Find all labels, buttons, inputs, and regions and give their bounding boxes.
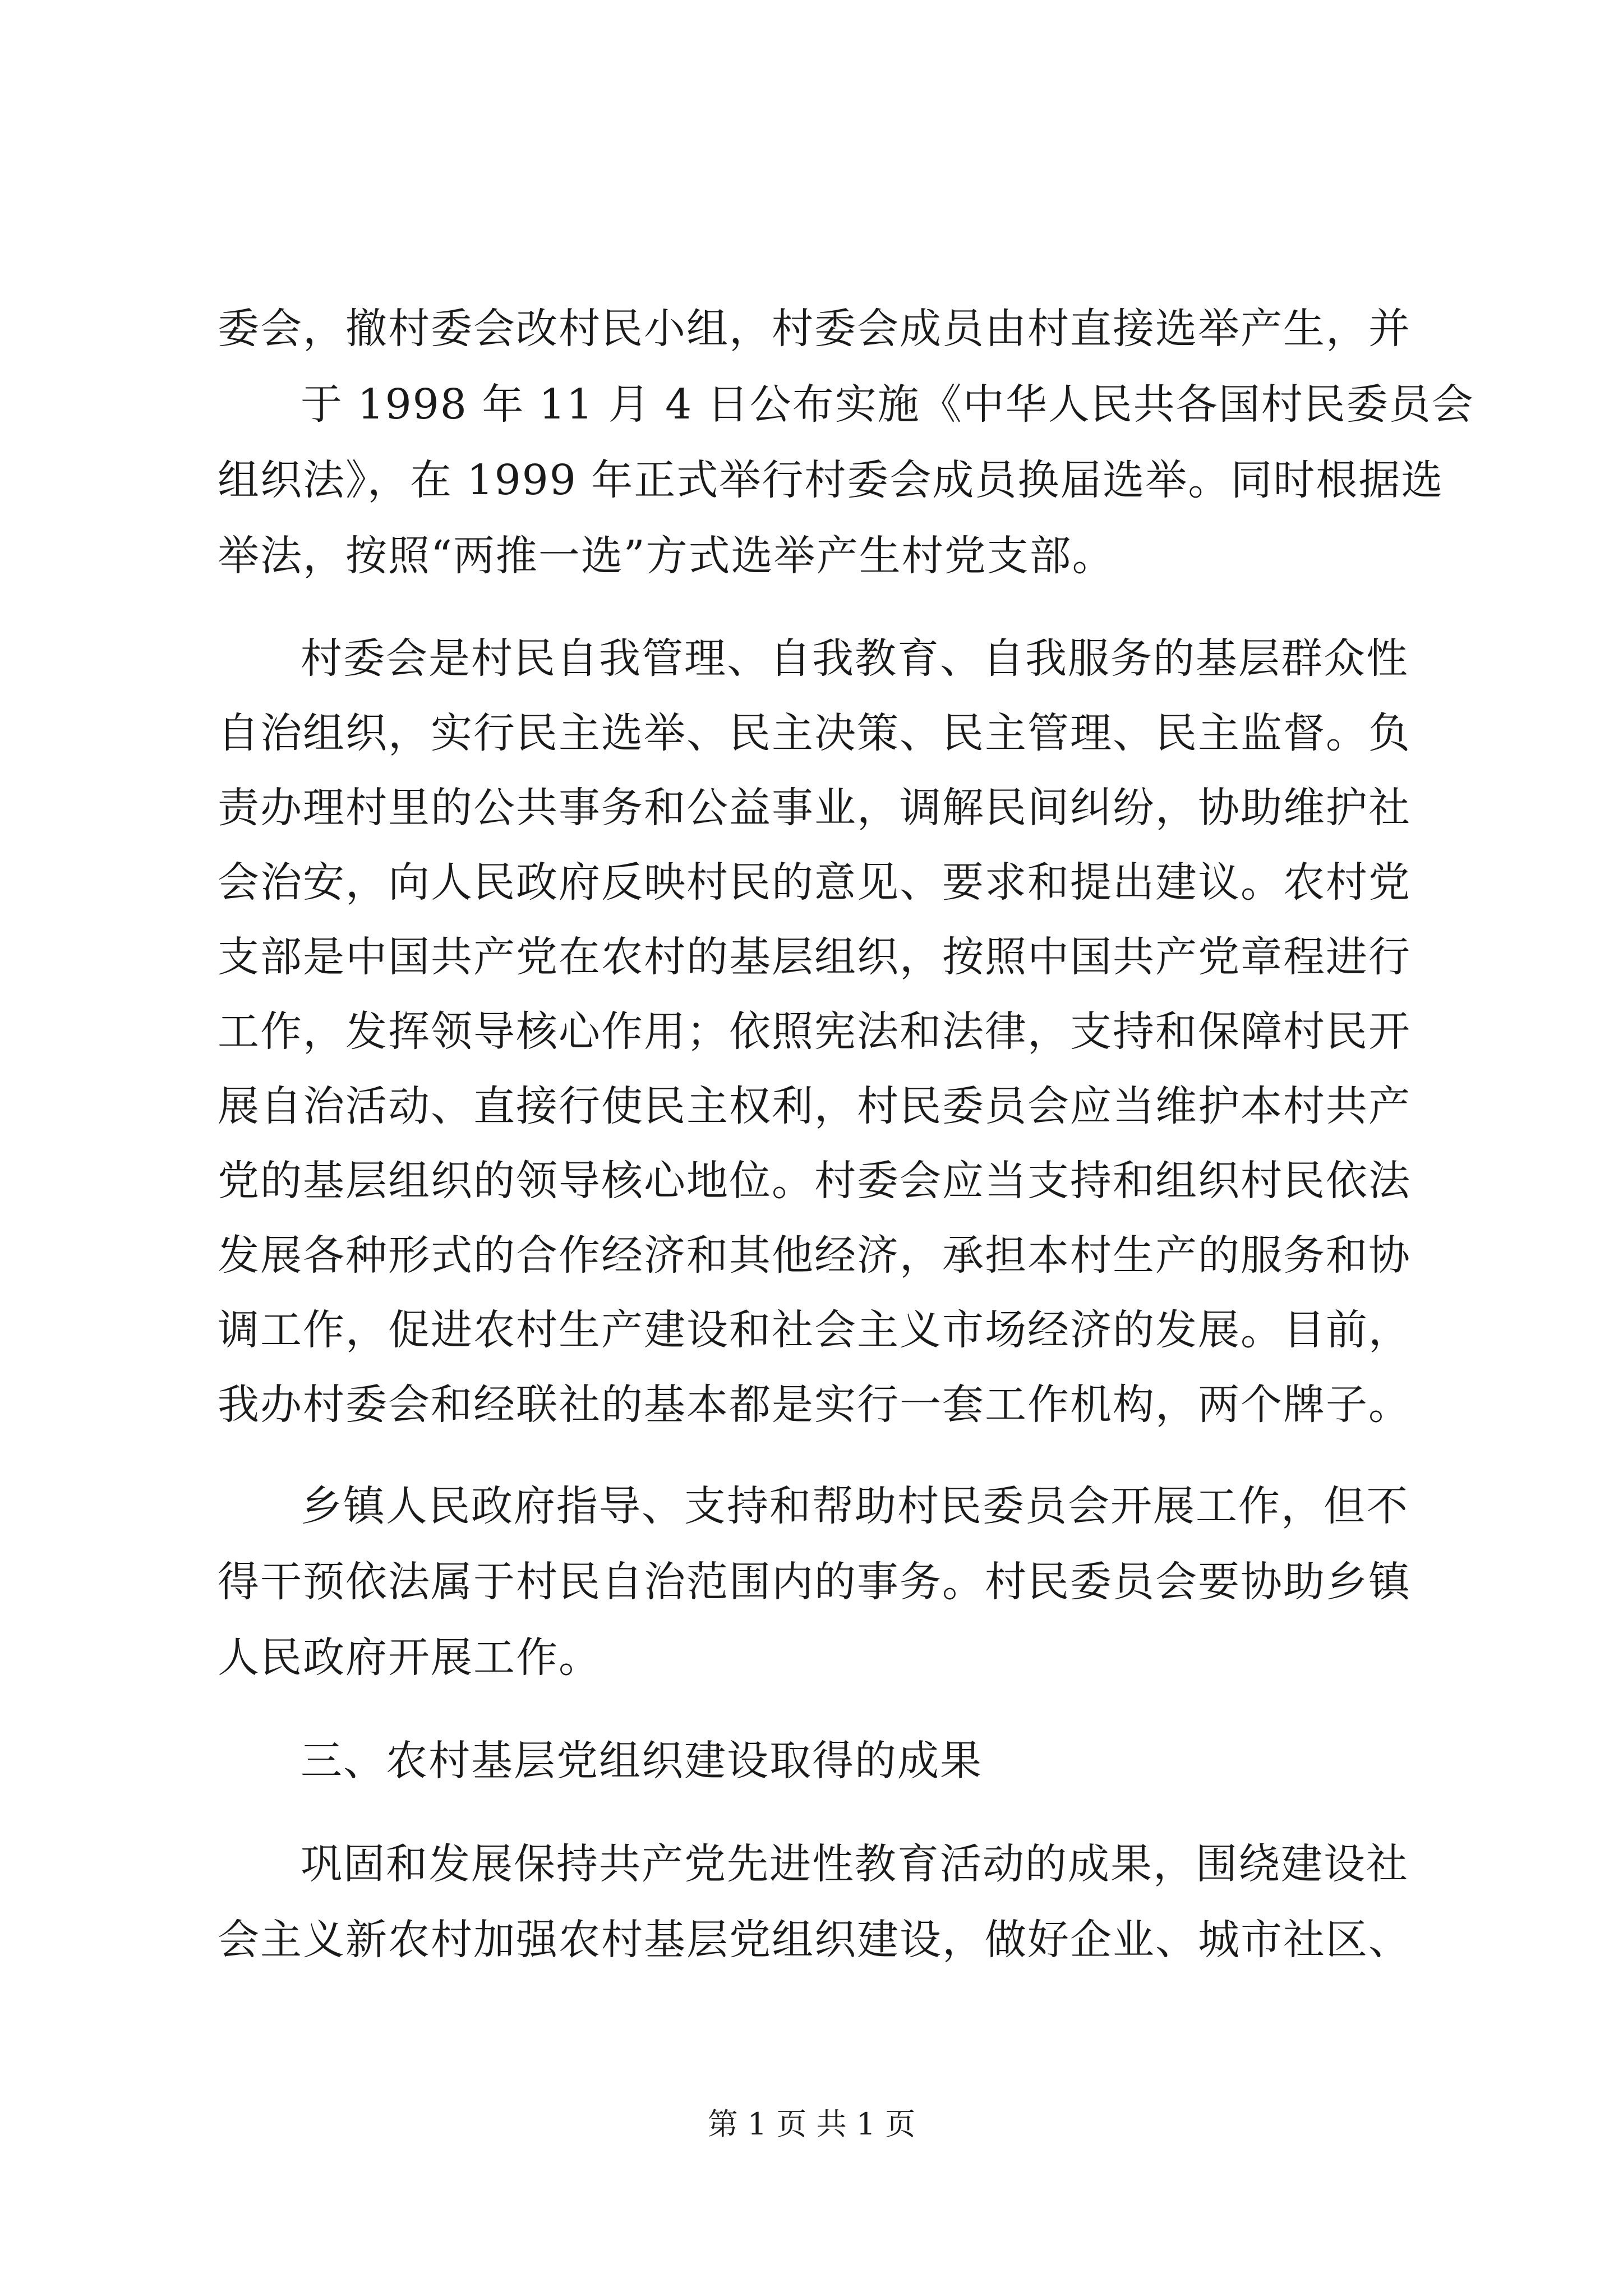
text-line: 工作，发挥领导核心作用；依照宪法和法律，支持和保障村民开 <box>218 1007 1411 1056</box>
text-line: 会治安，向人民政府反映村民的意见、要求和提出建议。农村党 <box>218 858 1411 907</box>
text-line: 支部是中国共产党在农村的基层组织，按照中国共产党章程进行 <box>218 933 1411 981</box>
text-line: 委会，撤村委会改村民小组，村委会成员由村直接选举产生，并 <box>218 305 1411 353</box>
text-line: 巩固和发展保持共产党先进性教育活动的成果，围绕建设社 <box>301 1840 1409 1888</box>
text-line: 举法，按照“两推一选”方式选举产生村党支部。 <box>218 532 1115 580</box>
text-line: 得干预依法属于村民自治范围内的事务。村民委员会要协助乡镇 <box>218 1558 1411 1606</box>
text-line: 人民政府开展工作。 <box>218 1634 601 1682</box>
page-number-footer: 第 1 页 共 1 页 <box>707 2106 916 2142</box>
text-line: 调工作，促进农村生产建设和社会主义市场经济的发展。目前， <box>218 1306 1411 1354</box>
text-line: 于 1998 年 11 月 4 日公布实施《中华人民共各国村民委员会 <box>301 380 1474 429</box>
text-line: 发展各种形式的合作经济和其他经济，承担本村生产的服务和协 <box>218 1231 1411 1280</box>
section-heading: 三、农村基层党组织建设取得的成果 <box>301 1737 983 1785</box>
text-line: 会主义新农村加强农村基层党组织建设，做好企业、城市社区、 <box>218 1916 1411 1964</box>
text-line: 我办村委会和经联社的基本都是实行一套工作机构，两个牌子。 <box>218 1381 1411 1429</box>
text-line: 村委会是村民自我管理、自我教育、自我服务的基层群众性 <box>301 634 1409 683</box>
text-line: 乡镇人民政府指导、支持和帮助村民委员会开展工作，但不 <box>301 1482 1409 1530</box>
text-line: 党的基层组织的领导核心地位。村委会应当支持和组织村民依法 <box>218 1157 1411 1205</box>
text-line: 组织法》，在 1999 年正式举行村委会成员换届选举。同时根据选 <box>218 456 1444 504</box>
text-line: 展自治活动、直接行使民主权利，村民委员会应当维护本村共产 <box>218 1082 1411 1130</box>
text-line: 自治组织，实行民主选举、民主决策、民主管理、民主监督。负 <box>218 709 1411 757</box>
text-line: 责办理村里的公共事务和公益事业，调解民间纠纷，协助维护社 <box>218 784 1411 832</box>
